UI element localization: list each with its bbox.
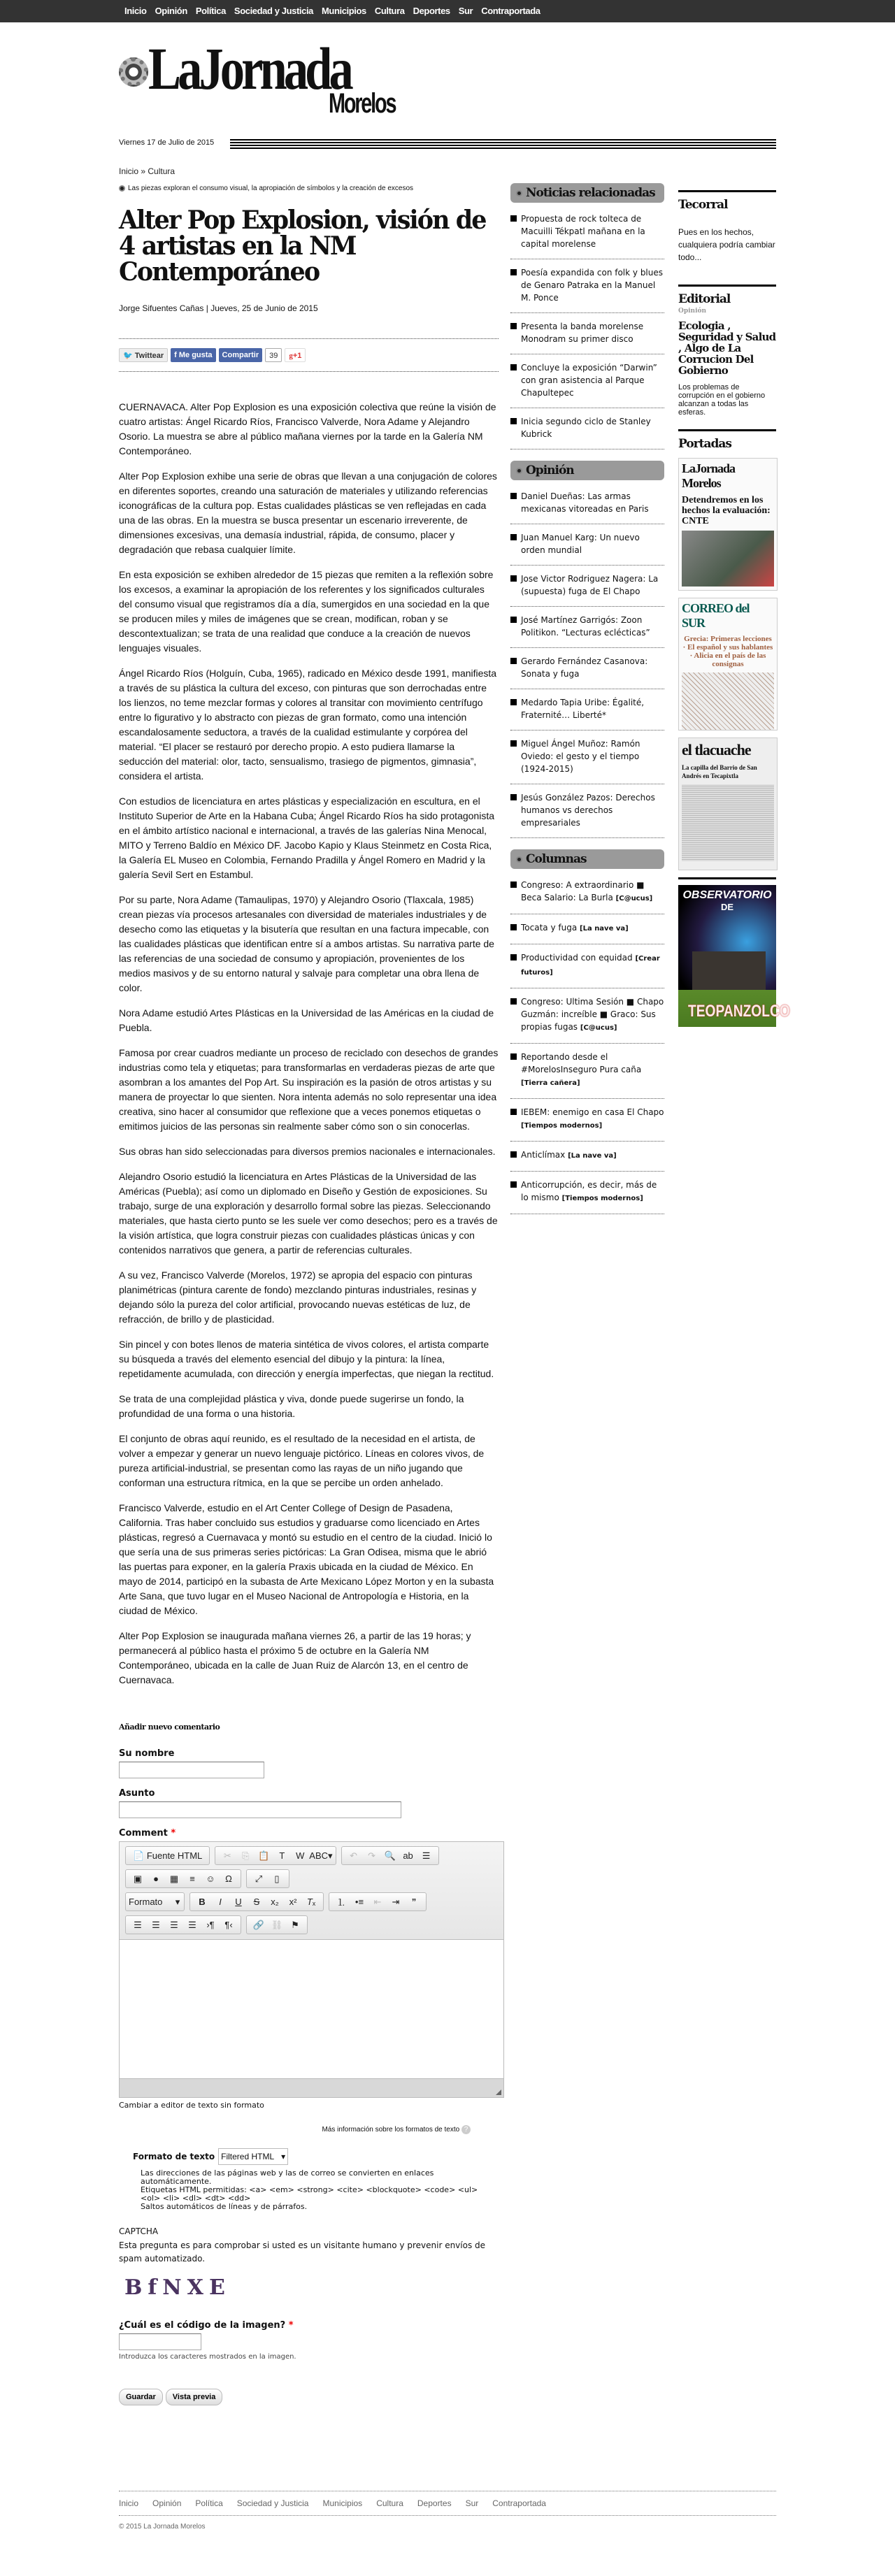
special-char-icon[interactable]: Ω — [225, 1873, 232, 1884]
underline-icon[interactable]: U — [235, 1897, 242, 1907]
captcha-label: ¿Cuál es el código de la imagen? * — [119, 2320, 294, 2331]
align-right-icon[interactable]: ☰ — [170, 1919, 178, 1930]
decorative-stripes — [230, 139, 776, 149]
logo-subtitle: Morelos — [329, 88, 396, 119]
format-tips: Las direcciones de las páginas web y las de correo se convierten en enlaces automáticamente. Etiquetas HTML permitidas: <a> <em> <strong> <cite> <blockquote> <code> <ul> <ol> <li> <dl> <dt> <dd> Saltos automáticos de líneas y de párrafos. — [141, 2168, 478, 2211]
google-plus-button[interactable]: g+1 — [285, 348, 306, 362]
portadas-block — [678, 429, 776, 870]
footer-link[interactable]: Cultura — [376, 2498, 403, 2508]
article-byline: Jorge Sifuentes Cañas | Jueves, 25 de Junio de 2015 — [119, 303, 318, 313]
editorial-headline[interactable]: Ecologia , Seguridad y Salud , Algo de La Corrucion Del Gobierno — [678, 319, 776, 377]
anchor-flag-icon[interactable]: ⚑ — [291, 1919, 299, 1930]
outdent-icon[interactable]: ⇤ — [373, 1896, 382, 1907]
article-body — [119, 400, 499, 1688]
article-paragraph: Alejandro Osorio estudió la licenciatura en Artes Plásticas de la Universidad de las Américas (Puebla); así como un diplomado en Diseño y Gestión de exposiciones. Su trabajo, surge de una exploración y desarrollo formal sobre las piezas. Seleccionando materiales, que hasta cierto punto se les suele ver como desechos; pero es a través de la visión artística, que logra construir piezas con cualidades plásticas únicas y con contenidos narrativos que genera, a partir de referencias culturales. — [119, 1171, 498, 1255]
editorial-kicker: Opinión — [678, 308, 707, 315]
google-g-icon: g — [289, 352, 293, 360]
section-bullet-icon — [516, 856, 522, 863]
bullet-list-icon[interactable]: •≡ — [355, 1897, 364, 1907]
footer-link[interactable]: Contraportada — [492, 2498, 546, 2508]
cover-correo-del-sur[interactable]: CORREO del SUR Grecia: Primeras lecciones · El español y sus hablantes · Alicia en el país de las consignas — [678, 598, 778, 731]
opinion-item[interactable]: Gerardo Fernández Casanova: Sonata y fuga — [510, 648, 664, 689]
opinion-item[interactable]: José Martínez Garrigós: Zoon Politikon. “Lecturas eclécticas” — [510, 607, 664, 648]
editor-resize-handle[interactable] — [120, 2079, 503, 2097]
nav-link[interactable]: Sociedad y Justicia — [234, 6, 313, 16]
article-paragraph: Con estudios de licenciatura en artes plásticas y especialización en escultura, en el Instituto Superior de Arte en la Habana Cuba; Ángel Ricardo Ríos ha sido protagonista en el ámbito artístico nacional e internacional, a través de las galerías Nina Menocal, MITO y Terreno Baldío en México DF. Jacobo Kapio y Klaus Steinmetz en Costa Rica, la Galería EL Museo en Colombia, Fernando Pradilla y Ángel Romero en Madrid y la galería Sevil Sert en Estambul. — [119, 796, 494, 880]
cut-icon[interactable]: ✂ — [223, 1850, 231, 1861]
column-title: Anticlímax — [521, 1150, 566, 1160]
column-title: IEBEM: enemigo en casa El Chapo — [521, 1107, 664, 1117]
subject-label: Asunto — [119, 1788, 155, 1799]
tecorral-block[interactable] — [678, 190, 776, 264]
find-icon[interactable]: 🔍 — [384, 1850, 396, 1861]
flash-icon[interactable]: ● — [153, 1873, 159, 1884]
twitter-bird-icon: 🐦 — [123, 352, 133, 360]
article-paragraph: Famosa por crear cuadros mediante un proceso de reciclado con desechos de grandes industrias como tela y etiquetas; para transformarlas en verdaderas piezas de arte que asombran a los amantes del Pop Art. Su inspiración es la pasión de otros artistas y su manera de proyectar lo que sienten. Nora intenta además no solo representar una idea creativa, sino hacer al consumidor que reflexione que a veces ponemos etiquetas o emitimos juicios de las personas sin realmente saber cómo son o sin conocerlas. — [119, 1047, 499, 1132]
article-column — [119, 166, 499, 2405]
subject-input[interactable] — [119, 1801, 401, 1818]
cover-illustration — [682, 672, 774, 731]
editorial-title: Editorial — [678, 292, 731, 306]
rich-text-editor — [119, 1841, 504, 2098]
breadcrumb-home[interactable]: Inicio — [119, 166, 139, 176]
column-tag: [La nave va] — [568, 1152, 617, 1160]
comment-form-heading: Añadir nuevo comentario — [119, 1722, 220, 1732]
column-title: Congreso: A extraordinario ■ Beca Salario: La Burla — [521, 880, 645, 902]
blockquote-icon[interactable]: ” — [411, 1897, 417, 1907]
article-paragraph: Nora Adame estudió Artes Plásticas en la Universidad de las Américas en la ciudad de Puebla. — [119, 1007, 494, 1033]
footer-link[interactable]: Política — [195, 2498, 223, 2508]
nav-link[interactable]: Deportes — [413, 6, 450, 16]
article-paragraph: Sus obras han sido seleccionadas para diversos premios nacionales e internacionales. — [119, 1146, 496, 1157]
nav-link[interactable]: Sur — [458, 6, 473, 16]
ltr-icon[interactable]: ›¶ — [206, 1920, 215, 1930]
format-select[interactable]: Filtered HTML ▾ — [218, 2148, 288, 2165]
column-tag: [Tiempos modernos] — [521, 1122, 603, 1130]
article-paragraph: Por su parte, Nora Adame (Tamaulipas, 1970) y Alejandro Osorio (Tlaxcala, 1985) crean piezas vía procesos artesanales con diversidad de materiales industriales y de desecho como las etiquetas y la bisutería que resultan en una factura impecable, con las cualidades plásticas que identifican entre sí a ambos artistas. Su narrativa parte de las referencias de una sociedad de consumo y apropiación, provenientes de los medios masivos y de su entorno natural y salvaje para completar una obra llena de color. — [119, 894, 494, 993]
format-info-link[interactable]: Más información sobre los formatos de texto ? — [119, 2125, 471, 2134]
align-center-icon[interactable]: ☰ — [152, 1919, 160, 1930]
logo-text: LaJornada — [148, 35, 350, 102]
columns-header: Columnas — [510, 849, 664, 869]
undo-icon[interactable]: ↶ — [350, 1850, 358, 1861]
strike-icon[interactable]: S — [253, 1897, 260, 1907]
opinion-item[interactable]: Miguel Ángel Muñoz: Ramón Oviedo: el gesto y el tiempo (1924-2015) — [510, 731, 664, 784]
tecorral-text: Pues en los hechos, cualquiera podría cambiar todo... — [678, 227, 775, 262]
italic-icon[interactable]: I — [219, 1897, 222, 1907]
article-paragraph: Alter Pop Explosion se inaugurada mañana viernes 26, a partir de las 19 horas; y permanecerá al público hasta el próximo 5 de octubre en la Galería NM Contemporáneo, ubicada en la calle de Juan Ruiz de Alarcón 13, en el centro de Cuernavaca. — [119, 1630, 471, 1685]
column-title: Congreso: Ultima Sesión ■ Chapo Guzmán: increíble ■ Graco: Sus propias fugas — [521, 997, 664, 1032]
editorial-summary: Los problemas de corrupción en el gobierno alcanzan a todas las esferas. — [678, 383, 766, 417]
breadcrumb-separator: » — [141, 166, 146, 176]
column-item[interactable] — [510, 914, 664, 944]
format-dropdown[interactable]: Formato ▾ — [125, 1892, 185, 1911]
column-title: Anticorrupción, es decir, más de lo mismo — [521, 1180, 657, 1202]
article-paragraph: Se trata de una complejidad plástica y viva, donde puede sugerirse un fondo, la profundidad de una forma o una historia. — [119, 1393, 464, 1419]
column-title: Reportando desde el #MorelosInseguro Pura caña — [521, 1052, 642, 1074]
related-news-item[interactable]: Concluye la exposición “Darwin” con gran asistencia al Parque Chapultepec — [510, 354, 664, 408]
twitter-button[interactable]: 🐦 Twittear — [119, 348, 168, 362]
column-item[interactable] — [510, 1044, 664, 1099]
article-paragraph: En esta exposición se exhiben alrededor de 15 piezas que remiten a la reflexión sobre los excesos, a examinar la apropiación de los referentes y los significados culturales del consumo visual que registramos día a día, sumergidos en una sociedad en la que se producen miles y miles de imágenes que se crean, modifican, roban y se descontextualizan; se trata de una realidad que conduce a la creación de nuevos lenguajes visuales. — [119, 569, 494, 654]
spellcheck-icon[interactable]: ABC▾ — [309, 1850, 333, 1861]
comment-textarea[interactable] — [120, 1939, 503, 2079]
save-button[interactable]: Guardar — [119, 2389, 163, 2405]
captcha-input[interactable] — [119, 2333, 201, 2350]
facebook-share-button[interactable]: Compartir — [219, 348, 263, 362]
current-date: Viernes 17 de Julio de 2015 — [119, 138, 215, 147]
help-icon: ? — [461, 2125, 471, 2134]
portadas-title: Portadas — [678, 437, 731, 451]
opinion-item[interactable]: Medardo Tapia Uribe: Égalité, Fraternité… Liberté* — [510, 689, 664, 731]
opinion-item[interactable]: Daniel Dueñas: Las armas mexicanas vitoreadas en Paris — [510, 483, 664, 524]
editorial-block — [678, 285, 776, 417]
column-item[interactable] — [510, 988, 664, 1044]
subscript-icon[interactable]: x₂ — [271, 1897, 279, 1907]
footer-link[interactable]: Municipios — [322, 2498, 363, 2508]
link-icon[interactable]: 🔗 — [252, 1919, 265, 1930]
article-paragraph: El conjunto de obras aquí reunido, es el resultado de la necesidad en el artista, de volver a empezar y generar un nuevo lenguaje pictórico. Líneas en colores vivos, de pureza artificial-industrial, se presentan como las rayas de un niño jugando que conforman una estructura rítmica, en la que se percibe un orden anhelado. — [119, 1433, 485, 1488]
column-tag: [Tiempos modernos] — [561, 1195, 643, 1202]
captcha-image: BfNXE — [124, 2275, 231, 2300]
related-news-list — [510, 206, 664, 449]
column-title: Tocata y fuga — [521, 923, 578, 933]
nav-link[interactable]: Contraportada — [481, 6, 540, 16]
article-paragraph: Alter Pop Explosion exhibe una serie de obras que llevan a una conjugación de colores en diferentes soportes, creando una saturación de materiales y utilizando referencias iconográficas de la cultura pop. Estas cualidades plásticas se ven reflejadas en cada una de las obras. En la muestra se busca presentar un escenario irreverente, de dimensiones excesivas, una demasía industrial, rápida, de consumo, placer y degradación que rebasa cualquier límite. — [119, 470, 497, 555]
tecorral-title[interactable]: Tecorral — [678, 198, 728, 212]
column-tag: [C@ucus] — [615, 895, 653, 902]
image-icon[interactable]: ▣ — [133, 1873, 143, 1884]
article-paragraph: CUERNAVACA. Alter Pop Explosion es una exposición colectiva que reúne la visión de cuatro artistas: Ángel Ricardo Ríos, Francisco Valverde, Nora Adame y Alejandro Osorio. La muestra se abre al público mañana viernes por la tarde en la Galería NM Contemporáneo. — [119, 401, 496, 456]
observatorio-banner[interactable]: OBSERVATORIO DE TEOPANZOLCO — [678, 877, 776, 1019]
related-news-header: Noticias relacionadas — [510, 183, 664, 203]
footer-link[interactable]: Sur — [465, 2498, 479, 2508]
site-logo[interactable] — [119, 35, 448, 119]
right-sidebar — [678, 190, 790, 1021]
opinion-item[interactable]: Jesús González Pazos: Derechos humanos vs derechos empresariales — [510, 784, 664, 838]
copyright: © 2015 La Jornada Morelos — [119, 2523, 206, 2531]
nav-link[interactable]: Opinión — [155, 6, 187, 16]
facebook-icon: f — [174, 351, 177, 359]
name-input[interactable] — [119, 1762, 264, 1778]
horizontal-rule-icon[interactable]: ≡ — [189, 1873, 195, 1884]
column-item[interactable] — [510, 1142, 664, 1172]
numbered-list-icon[interactable]: ⒈ — [336, 1897, 346, 1908]
source-button[interactable]: 📄 Fuente HTML — [133, 1850, 203, 1861]
align-left-icon[interactable]: ☰ — [134, 1919, 142, 1930]
format-label: Formato de texto — [133, 2152, 215, 2161]
article-paragraph: Francisco Valverde, estudio en el Art Center College of Design de Pasadena, California. Tras haber concluido sus estudios y graduarse como licenciado en Artes plásticas, regresó a Cuernavaca y montó su estudio en el centro de la ciudad. Inició lo que sería una de sus primeras series pictóricas: La Gran Odisea, misma que le abrió las puertas para exponer, en la galería Praxis ubicada en la ciudad de México. En mayo de 2014, participó en la subasta de Arte Mexicano López Morton y en la subasta Arte Sana, que tuvo lugar en el Museo Nacional de Antropología e Historia, en la ciudad de México. — [119, 1502, 494, 1616]
section-bullet-icon — [516, 468, 522, 474]
opinion-list — [510, 483, 664, 838]
nav-link[interactable]: Política — [195, 6, 226, 16]
logo-gear-icon — [119, 57, 148, 87]
indent-icon[interactable]: ⇥ — [392, 1896, 400, 1907]
related-news-item[interactable]: Inicia segundo ciclo de Stanley Kubrick — [510, 408, 664, 449]
bold-icon[interactable]: B — [199, 1897, 206, 1907]
column-tag: [Tierra cañera] — [521, 1079, 580, 1087]
breadcrumb-section[interactable]: Cultura — [148, 166, 176, 176]
superscript-icon[interactable]: x² — [289, 1897, 297, 1907]
rtl-icon[interactable]: ¶‹ — [224, 1920, 233, 1930]
opinion-item[interactable]: Juan Manuel Karg: Un nuevo orden mundial — [510, 524, 664, 566]
preview-button[interactable]: Vista previa — [166, 2389, 223, 2405]
article-paragraph: Sin pincel y con botes llenos de materia sintética de vivos colores, el artista comparte su búsqueda a través del elemento esencial del dibujo y la pintura: la línea, repetidamente acumulada, con dirección y energía imperfectas, que niegan la rectitud. — [119, 1339, 494, 1379]
footer-link[interactable]: Deportes — [417, 2498, 452, 2508]
article-title: Alter Pop Explosion, visión de 4 artistas en la NM Contemporáneo — [119, 206, 486, 287]
table-icon[interactable]: ▦ — [169, 1873, 179, 1884]
nav-link[interactable]: Municipios — [322, 6, 366, 16]
comment-label: Comment * — [119, 1828, 176, 1839]
show-blocks-icon[interactable]: ▯ — [274, 1873, 280, 1884]
share-count: 39 — [265, 348, 282, 362]
middle-sidebar — [510, 183, 664, 1225]
column-tag: [Crear futuros] — [521, 955, 660, 977]
cover-photo — [682, 531, 774, 587]
justify-icon[interactable]: ☰ — [188, 1919, 196, 1930]
footer — [119, 2491, 776, 2531]
unlink-icon[interactable]: ⛓ — [271, 1919, 283, 1930]
paste-word-icon[interactable]: W — [296, 1850, 305, 1861]
article-tagline — [119, 185, 499, 192]
tagline-text: Las piezas exploran el consumo visual, la apropiación de símbolos y la creación de excesos — [128, 185, 414, 192]
switch-editor-link[interactable]: Cambiar a editor de texto sin formato — [119, 2101, 264, 2110]
nav-link[interactable]: Cultura — [374, 6, 405, 16]
column-item[interactable] — [510, 1099, 664, 1142]
related-news-item[interactable]: Poesía expandida con folk y blues de Genaro Patraka en la Manuel M. Ponce — [510, 259, 664, 313]
opinion-header: Opinión — [510, 461, 664, 480]
name-label: Su nombre — [119, 1748, 175, 1759]
cover-el-tlacuache[interactable]: el tlacuache La capilla del Barrio de San Andrés en Tecapixtla — [678, 737, 778, 870]
related-news-item[interactable]: Presenta la banda morelense Monodram su primer disco — [510, 313, 664, 354]
footer-link[interactable]: Sociedad y Justicia — [236, 2498, 309, 2508]
section-bullet-icon — [516, 190, 522, 196]
column-title: Productividad con equidad — [521, 953, 633, 963]
dropdown-arrow-icon: ▾ — [175, 1896, 180, 1907]
opinion-item[interactable]: Jose Victor Rodriguez Nagera: La (supuesta) fuga de El Chapo — [510, 566, 664, 607]
breadcrumb — [119, 166, 499, 176]
paste-text-icon[interactable]: T — [279, 1850, 285, 1861]
captcha-description: Esta pregunta es para comprobar si usted es un visitante humano y prevenir envíos de spam automatizado. — [119, 2240, 486, 2264]
replace-icon[interactable]: ab — [403, 1850, 413, 1861]
footer-link[interactable]: Opinión — [152, 2498, 182, 2508]
select-all-icon[interactable]: ☰ — [422, 1850, 431, 1861]
remove-format-icon[interactable]: Tₓ — [306, 1897, 316, 1907]
article-paragraph: Ángel Ricardo Ríos (Holguín, Cuba, 1965), radicado en México desde 1991, manifiesta a través de su plástica la cultura del exceso, con pinturas que son derrochadas entre los lienzos, no teme mezclar formas y colores al transitar con movimiento centrífugo entre lo figurativo y lo abstracto con piezas de gran formato, como una intención escandalosamente seductora, a través de la cualidad estimulante y corpórea del material. “El placer se restauró por derecho propio. A esto pudiera llamarse la seducción del material: olor, tacto, sensualismo, trasiego de pigmentos, gimnasia”, considera el artista. — [119, 668, 497, 782]
facebook-like-button[interactable]: f Me gusta — [171, 348, 215, 362]
redo-icon[interactable]: ↷ — [368, 1850, 376, 1861]
column-item[interactable] — [510, 944, 664, 988]
footer-link[interactable]: Inicio — [119, 2498, 139, 2508]
column-item[interactable] — [510, 872, 664, 914]
paste-icon[interactable]: 📋 — [258, 1850, 270, 1861]
share-bar — [119, 338, 499, 372]
column-tag: [C@ucus] — [580, 1024, 617, 1032]
column-item[interactable] — [510, 1172, 664, 1214]
cover-jornada[interactable]: LaJornada Morelos Detendremos en los hechos la evaluación: CNTE — [678, 458, 778, 591]
column-tag: [La nave va] — [580, 925, 629, 933]
columns-list — [510, 872, 664, 1214]
copy-icon[interactable]: ⎘ — [242, 1850, 250, 1861]
dropdown-arrow-icon: ▾ — [281, 2152, 286, 2161]
bullet-icon — [119, 185, 125, 192]
smiley-icon[interactable]: ☺ — [206, 1873, 215, 1884]
maximize-icon[interactable]: ⤢ — [255, 1873, 263, 1884]
nav-link[interactable]: Inicio — [124, 6, 147, 16]
comment-form — [119, 1722, 499, 2405]
captcha-help: Introduzca los caracteres mostrados en la imagen. — [119, 2353, 296, 2361]
related-news-item[interactable]: Propuesta de rock tolteca de Macuilli Tékpatl mañana en la capital morelense — [510, 206, 664, 259]
top-navigation — [0, 0, 895, 22]
article-paragraph: A su vez, Francisco Valverde (Morelos, 1972) se apropia del espacio con pinturas planimétricas (pintura carente de fondo) mezclando pinturas industriales, resinas y dejando sólo la pureza del color artificial, provocando nuevas estéticas de luz, de refracción, de brillo y de plasticidad. — [119, 1269, 477, 1325]
captcha-title: CAPTCHA — [119, 2226, 159, 2236]
cover-page-image — [682, 784, 774, 861]
